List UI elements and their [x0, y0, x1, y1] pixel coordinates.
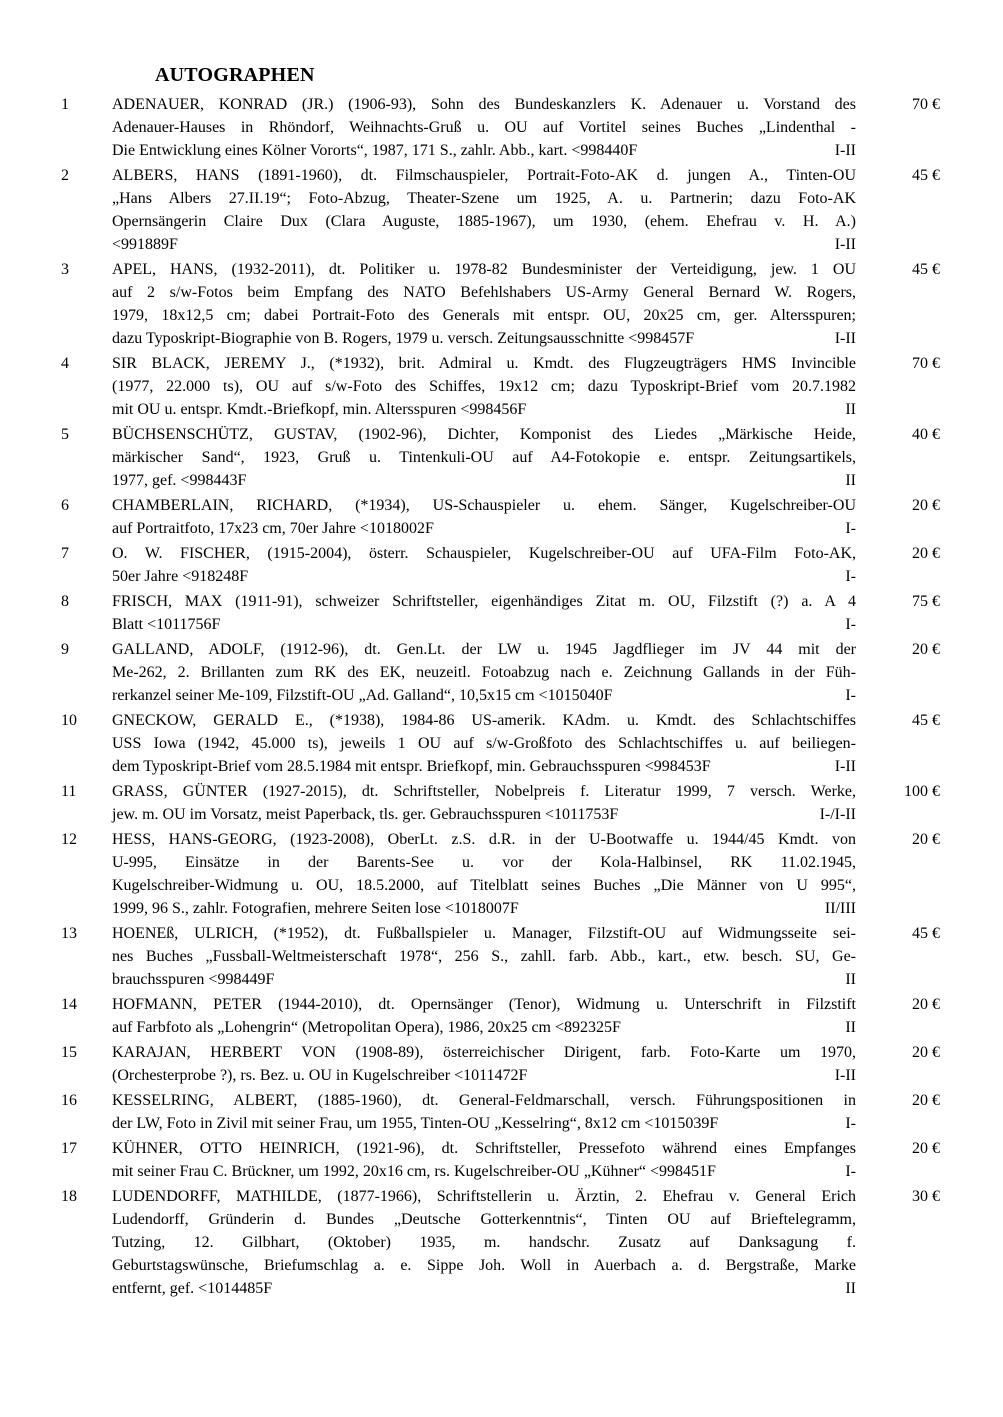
lot-description — [112, 494, 856, 540]
lot-entry — [0, 1185, 1003, 1300]
description-line: HESS, HANS-GEORG, (1923-2008), OberLt. z.S. d.R. in der U-Bootwaffe u. 1944/45 Kmdt. von — [112, 831, 856, 848]
lot-number: 18 — [61, 1188, 77, 1205]
description-line: ALBERS, HANS (1891-1960), dt. Filmschauspieler, Portrait-Foto-AK d. jungen A., Tinten-OU — [112, 167, 856, 184]
condition-grade: I-II — [834, 142, 856, 159]
lot-entry — [0, 638, 1003, 707]
lot-description — [112, 709, 856, 778]
lot-entry — [0, 423, 1003, 492]
lot-price: 20 € — [912, 996, 940, 1013]
lot-number: 5 — [61, 426, 69, 443]
lot-description — [112, 922, 856, 991]
section-title: AUTOGRAPHEN — [155, 64, 315, 86]
lot-entry — [0, 1137, 1003, 1183]
description-last-line — [112, 565, 856, 588]
description-line: GRASS, GÜNTER (1927-2015), dt. Schriftsteller, Nobelpreis f. Literatur 1999, 7 versch. Werke, — [112, 783, 856, 800]
lot-number: 9 — [61, 641, 69, 658]
description-line: 1977, gef. <998443F — [112, 472, 247, 489]
lot-list — [0, 93, 1003, 1302]
description-line: Me-262, 2. Brillanten zum RK des EK, neuzeitl. Fotoabzug nach e. Zeichnung Gallands in der Füh- — [112, 664, 856, 681]
condition-grade: II — [845, 971, 856, 988]
description-line: märkischer Sand“, 1923, Gruß u. Tintenkuli-OU auf A4-Fotokopie e. entspr. Zeitungsartikels, — [112, 449, 856, 466]
lot-price: 40 € — [912, 426, 940, 443]
lot-description — [112, 1089, 856, 1135]
condition-grade: I-II — [834, 1067, 856, 1084]
description-line: FRISCH, MAX (1911-91), schweizer Schriftsteller, eigenhändiges Zitat m. OU, Filzstift (?) a. A 4 — [112, 593, 856, 610]
lot-price: 45 € — [912, 712, 940, 729]
lot-description — [112, 93, 856, 162]
lot-number: 4 — [61, 355, 69, 372]
description-last-line — [112, 469, 856, 492]
description-line: CHAMBERLAIN, RICHARD, (*1934), US-Schauspieler u. ehem. Sänger, Kugelschreiber-OU — [112, 497, 856, 514]
lot-description — [112, 1185, 856, 1300]
description-last-line — [112, 1112, 856, 1135]
description-line: Blatt <1011756F — [112, 616, 221, 633]
lot-number: 3 — [61, 261, 69, 278]
lot-entry — [0, 494, 1003, 540]
description-line: HOENEß, ULRICH, (*1952), dt. Fußballspieler u. Manager, Filzstift-OU auf Widmungsseite sei- — [112, 925, 856, 942]
description-line: KÜHNER, OTTO HEINRICH, (1921-96), dt. Schriftsteller, Pressefoto während eines Empfanges — [112, 1140, 856, 1157]
lot-description — [112, 780, 856, 826]
description-last-line — [112, 755, 856, 778]
description-last-line — [112, 1277, 856, 1300]
lot-description — [112, 542, 856, 588]
lot-price: 20 € — [912, 1140, 940, 1157]
lot-price: 30 € — [912, 1188, 940, 1205]
condition-grade: II/III — [824, 900, 856, 917]
lot-number: 2 — [61, 167, 69, 184]
lot-description — [112, 638, 856, 707]
description-line: Ludendorff, Gründerin d. Bundes „Deutsche Gotterkenntnis“, Tinten OU auf Brieftelegramm, — [112, 1211, 856, 1228]
description-last-line — [112, 1016, 856, 1039]
description-line: Geburtstagswünsche, Briefumschlag a. e. Sippe Joh. Woll in Auerbach a. d. Bergstraße, Marke — [112, 1257, 856, 1274]
description-line: KESSELRING, ALBERT, (1885-1960), dt. General-Feldmarschall, versch. Führungspositionen in — [112, 1092, 856, 1109]
lot-entry — [0, 164, 1003, 256]
description-line: rerkanzel seiner Me-109, Filzstift-OU „Ad. Galland“, 10,5x15 cm <1015040F — [112, 687, 613, 704]
description-last-line — [112, 968, 856, 991]
lot-price: 20 € — [912, 497, 940, 514]
condition-grade: I- — [845, 616, 856, 633]
lot-number: 16 — [61, 1092, 77, 1109]
lot-entry — [0, 828, 1003, 920]
description-last-line — [112, 613, 856, 636]
description-line: Opernsängerin Claire Dux (Clara Auguste, 1885-1967), um 1930, (ehem. Ehefrau v. H. A.) — [112, 213, 856, 230]
lot-entry — [0, 542, 1003, 588]
lot-price: 70 € — [912, 355, 940, 372]
description-line: KARAJAN, HERBERT VON (1908-89), österreichischer Dirigent, farb. Foto-Karte um 1970, — [112, 1044, 856, 1061]
lot-description — [112, 828, 856, 920]
lot-number: 11 — [61, 783, 77, 800]
description-line: APEL, HANS, (1932-2011), dt. Politiker u. 1978-82 Bundesminister der Verteidigung, jew. 1 OU — [112, 261, 856, 278]
description-last-line — [112, 139, 856, 162]
description-line: GALLAND, ADOLF, (1912-96), dt. Gen.Lt. der LW u. 1945 Jagdflieger im JV 44 mit der — [112, 641, 856, 658]
description-last-line — [112, 517, 856, 540]
description-line: BÜCHSENSCHÜTZ, GUSTAV, (1902-96), Dichter, Komponist des Liedes „Märkische Heide, — [112, 426, 856, 443]
lot-price: 20 € — [912, 1044, 940, 1061]
lot-description — [112, 1137, 856, 1183]
description-line: auf Farbfoto als „Lohengrin“ (Metropolitan Opera), 1986, 20x25 cm <892325F — [112, 1019, 621, 1036]
description-line: 1979, 18x12,5 cm; dabei Portrait-Foto des Generals mit entspr. OU, 20x25 cm, ger. Altersspuren; — [112, 307, 856, 324]
lot-price: 20 € — [912, 641, 940, 658]
lot-number: 7 — [61, 545, 69, 562]
lot-entry — [0, 1089, 1003, 1135]
lot-description — [112, 164, 856, 256]
lot-entry — [0, 709, 1003, 778]
lot-number: 14 — [61, 996, 77, 1013]
description-line: GNECKOW, GERALD E., (*1938), 1984-86 US-amerik. KAdm. u. Kmdt. des Schlachtschiffes — [112, 712, 856, 729]
description-last-line — [112, 233, 856, 256]
description-line: O. W. FISCHER, (1915-2004), österr. Schauspieler, Kugelschreiber-OU auf UFA-Film Foto-AK, — [112, 545, 856, 562]
condition-grade: I- — [845, 568, 856, 585]
lot-price: 100 € — [904, 783, 940, 800]
lot-price: 45 € — [912, 261, 940, 278]
lot-entry — [0, 352, 1003, 421]
description-last-line — [112, 327, 856, 350]
description-line: dazu Typoskript-Biographie von B. Rogers, 1979 u. versch. Zeitungsausschnitte <998457F — [112, 330, 695, 347]
lot-description — [112, 352, 856, 421]
lot-description — [112, 993, 856, 1039]
condition-grade: I- — [845, 1115, 856, 1132]
lot-number: 15 — [61, 1044, 77, 1061]
lot-entry — [0, 258, 1003, 350]
lot-price: 45 € — [912, 167, 940, 184]
lot-number: 10 — [61, 712, 77, 729]
lot-entry — [0, 993, 1003, 1039]
description-line: Tutzing, 12. Gilbhart, (Oktober) 1935, m. handschr. Zusatz auf Danksagung f. — [112, 1234, 856, 1251]
lot-description — [112, 590, 856, 636]
lot-price: 45 € — [912, 925, 940, 942]
description-line: (Orchesterprobe ?), rs. Bez. u. OU in Kugelschreiber <1011472F — [112, 1067, 528, 1084]
description-line: ADENAUER, KONRAD (JR.) (1906-93), Sohn des Bundeskanzlers K. Adenauer u. Vorstand des — [112, 96, 856, 113]
condition-grade: I- — [845, 1163, 856, 1180]
condition-grade: II — [845, 1019, 856, 1036]
description-line: jew. m. OU im Vorsatz, meist Paperback, tls. ger. Gebrauchsspuren <1011753F — [112, 806, 619, 823]
condition-grade: II — [845, 1280, 856, 1297]
lot-description — [112, 423, 856, 492]
lot-price: 70 € — [912, 96, 940, 113]
description-line: Kugelschreiber-Widmung u. OU, 18.5.2000, auf Titelblatt seines Buches „Die Männer von U 995“, — [112, 877, 856, 894]
description-line: <991889F — [112, 236, 178, 253]
description-last-line — [112, 897, 856, 920]
description-line: Adenauer-Hauses in Rhöndorf, Weihnachts-Gruß u. OU auf Vortitel seines Buches „Lindenthal - — [112, 119, 856, 136]
lot-description — [112, 1041, 856, 1087]
lot-number: 17 — [61, 1140, 77, 1157]
condition-grade: I- — [845, 520, 856, 537]
lot-entry — [0, 1041, 1003, 1087]
lot-entry — [0, 93, 1003, 162]
lot-price: 20 € — [912, 831, 940, 848]
lot-entry — [0, 922, 1003, 991]
condition-grade: I-II — [834, 236, 856, 253]
lot-number: 12 — [61, 831, 77, 848]
description-line: entfernt, gef. <1014485F — [112, 1280, 273, 1297]
description-line: mit seiner Frau C. Brückner, um 1992, 20x16 cm, rs. Kugelschreiber-OU „Kühner“ <998451F — [112, 1163, 716, 1180]
description-line: 50er Jahre <918248F — [112, 568, 249, 585]
description-line: U-995, Einsätze in der Barents-See u. vor der Kola-Halbinsel, RK 11.02.1945, — [112, 854, 856, 871]
lot-price: 75 € — [912, 593, 940, 610]
description-last-line — [112, 1160, 856, 1183]
description-line: 1999, 96 S., zahlr. Fotografien, mehrere Seiten lose <1018007F — [112, 900, 519, 917]
description-line: (1977, 22.000 ts), OU auf s/w-Foto des Schiffes, 19x12 cm; dazu Typoskript-Brief vom 20.7.1982 — [112, 378, 856, 395]
description-line: der LW, Foto in Zivil mit seiner Frau, um 1955, Tinten-OU „Kesselring“, 8x12 cm <1015039F — [112, 1115, 719, 1132]
description-line: mit OU u. entspr. Kmdt.-Briefkopf, min. Altersspuren <998456F — [112, 401, 527, 418]
condition-grade: I-II — [834, 758, 856, 775]
lot-price: 20 € — [912, 1092, 940, 1109]
description-line: brauchsspuren <998449F — [112, 971, 275, 988]
lot-description — [112, 258, 856, 350]
condition-grade: I- — [845, 687, 856, 704]
description-last-line — [112, 1064, 856, 1087]
description-last-line — [112, 803, 856, 826]
condition-grade: I-II — [834, 330, 856, 347]
description-line: USS Iowa (1942, 45.000 ts), jeweils 1 OU auf s/w-Großfoto des Schlachtschiffes u. auf beiliegen- — [112, 735, 856, 752]
description-line: auf 2 s/w-Fotos beim Empfang des NATO Befehlshabers US-Army General Bernard W. Rogers, — [112, 284, 856, 301]
description-line: „Hans Albers 27.II.19“; Foto-Abzug, Theater-Szene um 1925, A. u. Partnerin; dazu Foto-AK — [112, 190, 856, 207]
description-line: auf Portraitfoto, 17x23 cm, 70er Jahre <1018002F — [112, 520, 434, 537]
condition-grade: II — [845, 401, 856, 418]
description-line: nes Buches „Fussball-Weltmeisterschaft 1978“, 256 S., zahll. farb. Abb., kart., etw. besch. SU, Ge- — [112, 948, 856, 965]
lot-entry — [0, 590, 1003, 636]
lot-entry — [0, 780, 1003, 826]
lot-number: 6 — [61, 497, 69, 514]
description-last-line — [112, 684, 856, 707]
lot-price: 20 € — [912, 545, 940, 562]
description-line: SIR BLACK, JEREMY J., (*1932), brit. Admiral u. Kmdt. des Flugzeugträgers HMS Invincible — [112, 355, 856, 372]
lot-number: 8 — [61, 593, 69, 610]
description-line: HOFMANN, PETER (1944-2010), dt. Opernsänger (Tenor), Widmung u. Unterschrift in Filzstift — [112, 996, 856, 1013]
description-line: dem Typoskript-Brief vom 28.5.1984 mit entspr. Briefkopf, min. Gebrauchsspuren <998453F — [112, 758, 711, 775]
description-line: Die Entwicklung eines Kölner Vororts“, 1987, 171 S., zahlr. Abb., kart. <998440F — [112, 142, 638, 159]
condition-grade: I-/I-II — [819, 806, 856, 823]
condition-grade: II — [845, 472, 856, 489]
description-line: LUDENDORFF, MATHILDE, (1877-1966), Schriftstellerin u. Ärztin, 2. Ehefrau v. General Erich — [112, 1188, 856, 1205]
lot-number: 1 — [61, 96, 69, 113]
description-last-line — [112, 398, 856, 421]
lot-number: 13 — [61, 925, 77, 942]
